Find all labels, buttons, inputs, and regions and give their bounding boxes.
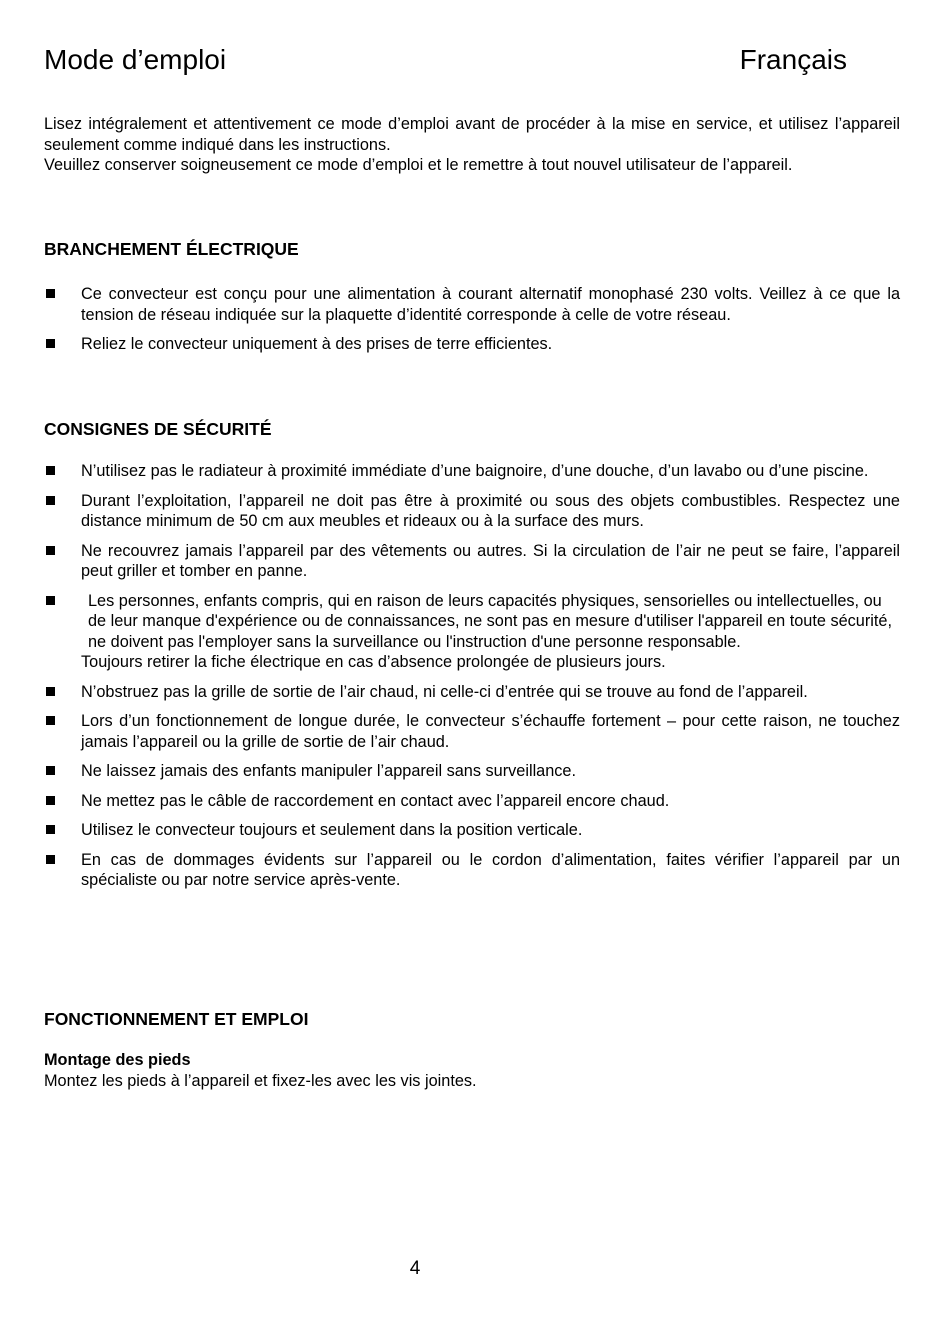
list-item-extra-line: Toujours retirer la fiche électrique en cas d’absence prolongée de plusieurs jours. xyxy=(81,653,666,671)
intro-line-1: Lisez intégralement et attentivement ce mode d’emploi avant de procéder à la mise en service, et utilisez l’appareil seulement comme indiqué dans les instructions. xyxy=(44,115,900,154)
list-item-text: Ne mettez pas le câble de raccordement en contact avec l’appareil encore chaud. xyxy=(81,791,670,810)
bullet-square-icon xyxy=(46,289,55,298)
list-item xyxy=(44,284,900,325)
language-label: Français xyxy=(739,44,847,75)
list-item xyxy=(44,682,900,703)
section-heading: FONCTIONNEMENT ET EMPLOI xyxy=(44,1009,309,1029)
document-title: Mode d’emploi xyxy=(44,44,227,75)
bullet-square-icon xyxy=(46,496,55,505)
section-fonctionnement xyxy=(44,1008,900,1091)
bullet-square-icon xyxy=(46,466,55,475)
list-item xyxy=(44,711,900,752)
list-item xyxy=(44,591,900,673)
bullet-square-icon xyxy=(46,855,55,864)
section-heading: BRANCHEMENT ÉLECTRIQUE xyxy=(44,239,299,259)
list-item xyxy=(44,820,900,841)
bullet-square-icon xyxy=(46,766,55,775)
section-heading: CONSIGNES DE SÉCURITÉ xyxy=(44,419,272,439)
list-item-text: Ne recouvrez jamais l’appareil par des vêtements ou autres. Si la circulation de l’air ne peut se faire, l’appareil peut griller et tomber en panne. xyxy=(81,541,900,580)
list-item-text: Lors d’un fonctionnement de longue durée, le convecteur s’échauffe fortement – pour cette raison, ne touchez jamais l’appareil ou la grille de sortie de l’air chaud. xyxy=(81,712,900,751)
list-item xyxy=(44,334,900,355)
bullet-square-icon xyxy=(46,796,55,805)
list-item xyxy=(44,541,900,582)
bullet-square-icon xyxy=(46,825,55,834)
bullet-square-icon xyxy=(46,716,55,725)
subsection-heading: Montage des pieds xyxy=(44,1051,191,1069)
list-item-text: N’obstruez pas la grille de sortie de l’air chaud, ni celle-ci d’entrée qui se trouve au fond de l’appareil. xyxy=(81,682,808,701)
list-item xyxy=(44,491,900,532)
list-item xyxy=(44,791,900,812)
list-item xyxy=(44,461,900,482)
list-item-text: Ce convecteur est conçu pour une alimentation à courant alternatif monophasé 230 volts. Veillez à ce que la tension de réseau indiquée sur la plaquette d’identité corresponde à celle de votre réseau. xyxy=(81,285,900,324)
list-item-text: Reliez le convecteur uniquement à des prises de terre efficientes. xyxy=(81,335,553,353)
bullet-square-icon xyxy=(46,339,55,348)
section-securite xyxy=(44,418,900,891)
bullet-square-icon xyxy=(46,596,55,605)
list-item-text: Durant l’exploitation, l’appareil ne doit pas être à proximité ou sous des objets combustibles. Respectez une distance minimum de 50 cm aux meubles et rideaux ou à la surface des murs. xyxy=(81,491,900,530)
list-item-text: Utilisez le convecteur toujours et seulement dans la position verticale. xyxy=(81,821,583,839)
list-item-text: En cas de dommages évidents sur l’appareil ou le cordon d’alimentation, faites vérifier l’appareil par un spécialiste ou par notre service après-vente. xyxy=(81,850,900,889)
list-item xyxy=(44,850,900,891)
list-item xyxy=(44,761,900,782)
section-branchement xyxy=(44,238,900,355)
bullet-square-icon xyxy=(46,687,55,696)
page-number: 4 xyxy=(409,1258,421,1279)
bullet-square-icon xyxy=(46,546,55,555)
bullet-list xyxy=(44,284,900,355)
intro-line-2: Veuillez conserver soigneusement ce mode d’emploi et le remettre à tout nouvel utilisateur de l’appareil. xyxy=(44,156,793,174)
intro-paragraph xyxy=(44,114,900,176)
list-item-text: N’utilisez pas le radiateur à proximité immédiate d’une baignoire, d’une douche, d’un lavabo ou d’une piscine. xyxy=(81,462,869,480)
page-header xyxy=(44,44,847,84)
subsection-text: Montez les pieds à l’appareil et fixez-les avec les vis jointes. xyxy=(44,1071,477,1090)
bullet-list xyxy=(44,461,900,891)
list-item-text: Les personnes, enfants compris, qui en raison de leurs capacités physiques, sensorielles ou intellectuelles, ou de leur manque d'expérience ou de connaissances, ne sont pas en mesure d'utiliser l'appareil en toute sécurité, ne doivent pas l'employer sans la surveillance ou l'instruction d'une personne responsable. xyxy=(88,591,892,651)
list-item-text: Ne laissez jamais des enfants manipuler l’appareil sans surveillance. xyxy=(81,762,577,780)
